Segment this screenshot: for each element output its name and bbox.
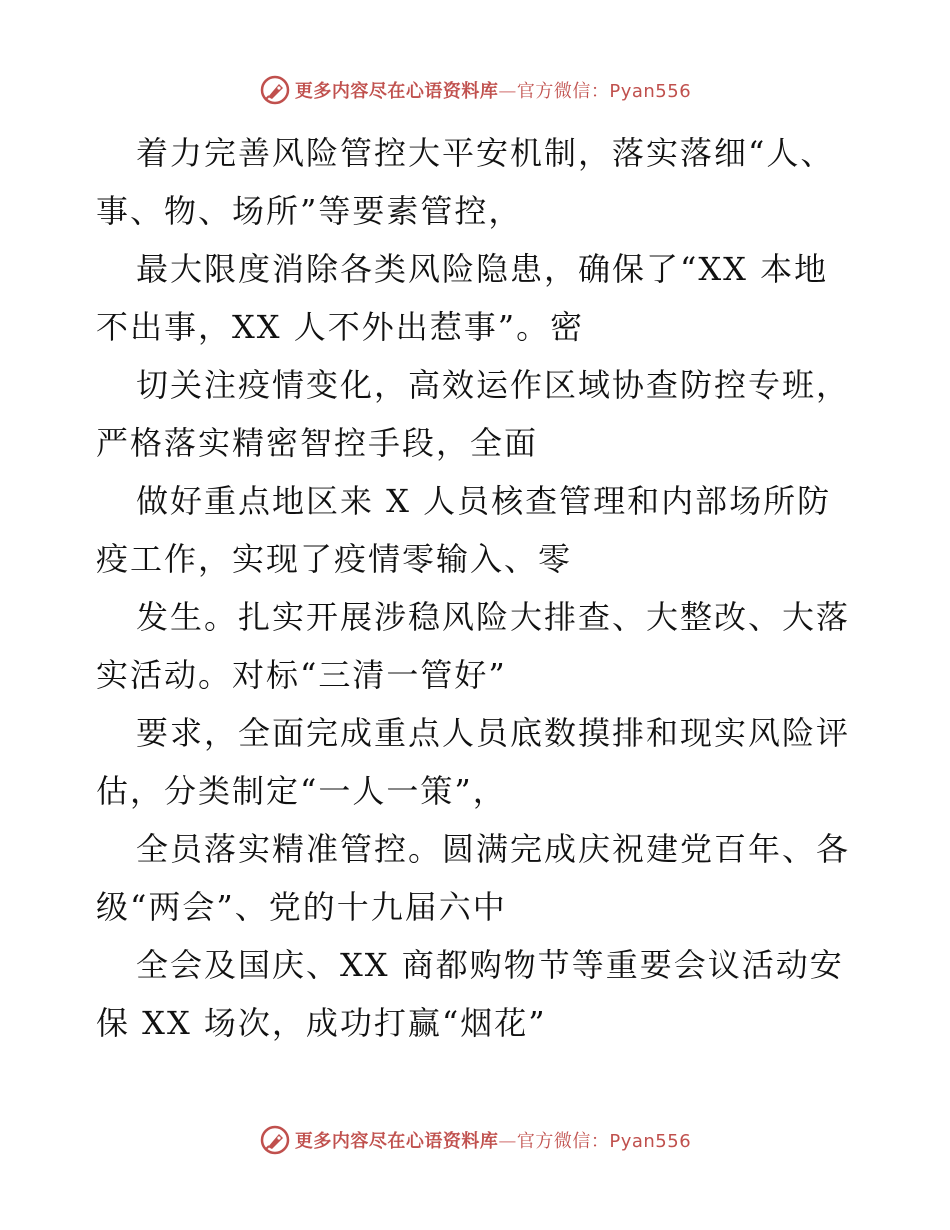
header-banner	[0, 70, 950, 110]
paragraph-5: 发生。扎实开展涉稳风险大排查、大整改、大落实活动。对标“三清一管好”	[96, 598, 851, 694]
paragraph-1: 着力完善风险管控大平安机制，落实落细“人、事、物、场所”等要素管控，	[96, 134, 835, 230]
pen-nib-icon	[259, 1124, 291, 1156]
banner-main-text: 更多内容尽在心语资料库	[294, 1131, 499, 1152]
footer-banner	[0, 1120, 950, 1160]
banner-wechat-text: 官方微信：Pyan556	[516, 81, 692, 102]
pen-nib-icon	[259, 74, 291, 106]
banner-separator: —	[498, 1131, 517, 1152]
banner-wechat-text: 官方微信：Pyan556	[516, 1131, 692, 1152]
banner-separator: —	[498, 81, 517, 102]
paragraph-4: 做好重点地区来 X 人员核查管理和内部场所防疫工作，实现了疫情零输入、零	[96, 482, 832, 578]
paragraph-8: 全会及国庆、XX 商都购物节等重要会议活动安保 XX 场次，成功打赢“烟花”	[96, 946, 844, 1042]
paragraph-3: 切关注疫情变化，高效运作区域协查防控专班，严格落实精密智控手段，全面	[96, 366, 851, 462]
banner-text	[295, 77, 691, 103]
document-body	[96, 124, 856, 1052]
banner-text	[295, 1127, 691, 1153]
paragraph-7: 全员落实精准管控。圆满完成庆祝建党百年、各级“两会”、党的十九届六中	[96, 830, 851, 926]
banner-main-text: 更多内容尽在心语资料库	[294, 81, 499, 102]
paragraph-2: 最大限度消除各类风险隐患，确保了“XX 本地不出事，XX 人不外出惹事”。密	[96, 250, 829, 346]
paragraph-6: 要求，全面完成重点人员底数摸排和现实风险评估，分类制定“一人一策”，	[96, 714, 851, 810]
